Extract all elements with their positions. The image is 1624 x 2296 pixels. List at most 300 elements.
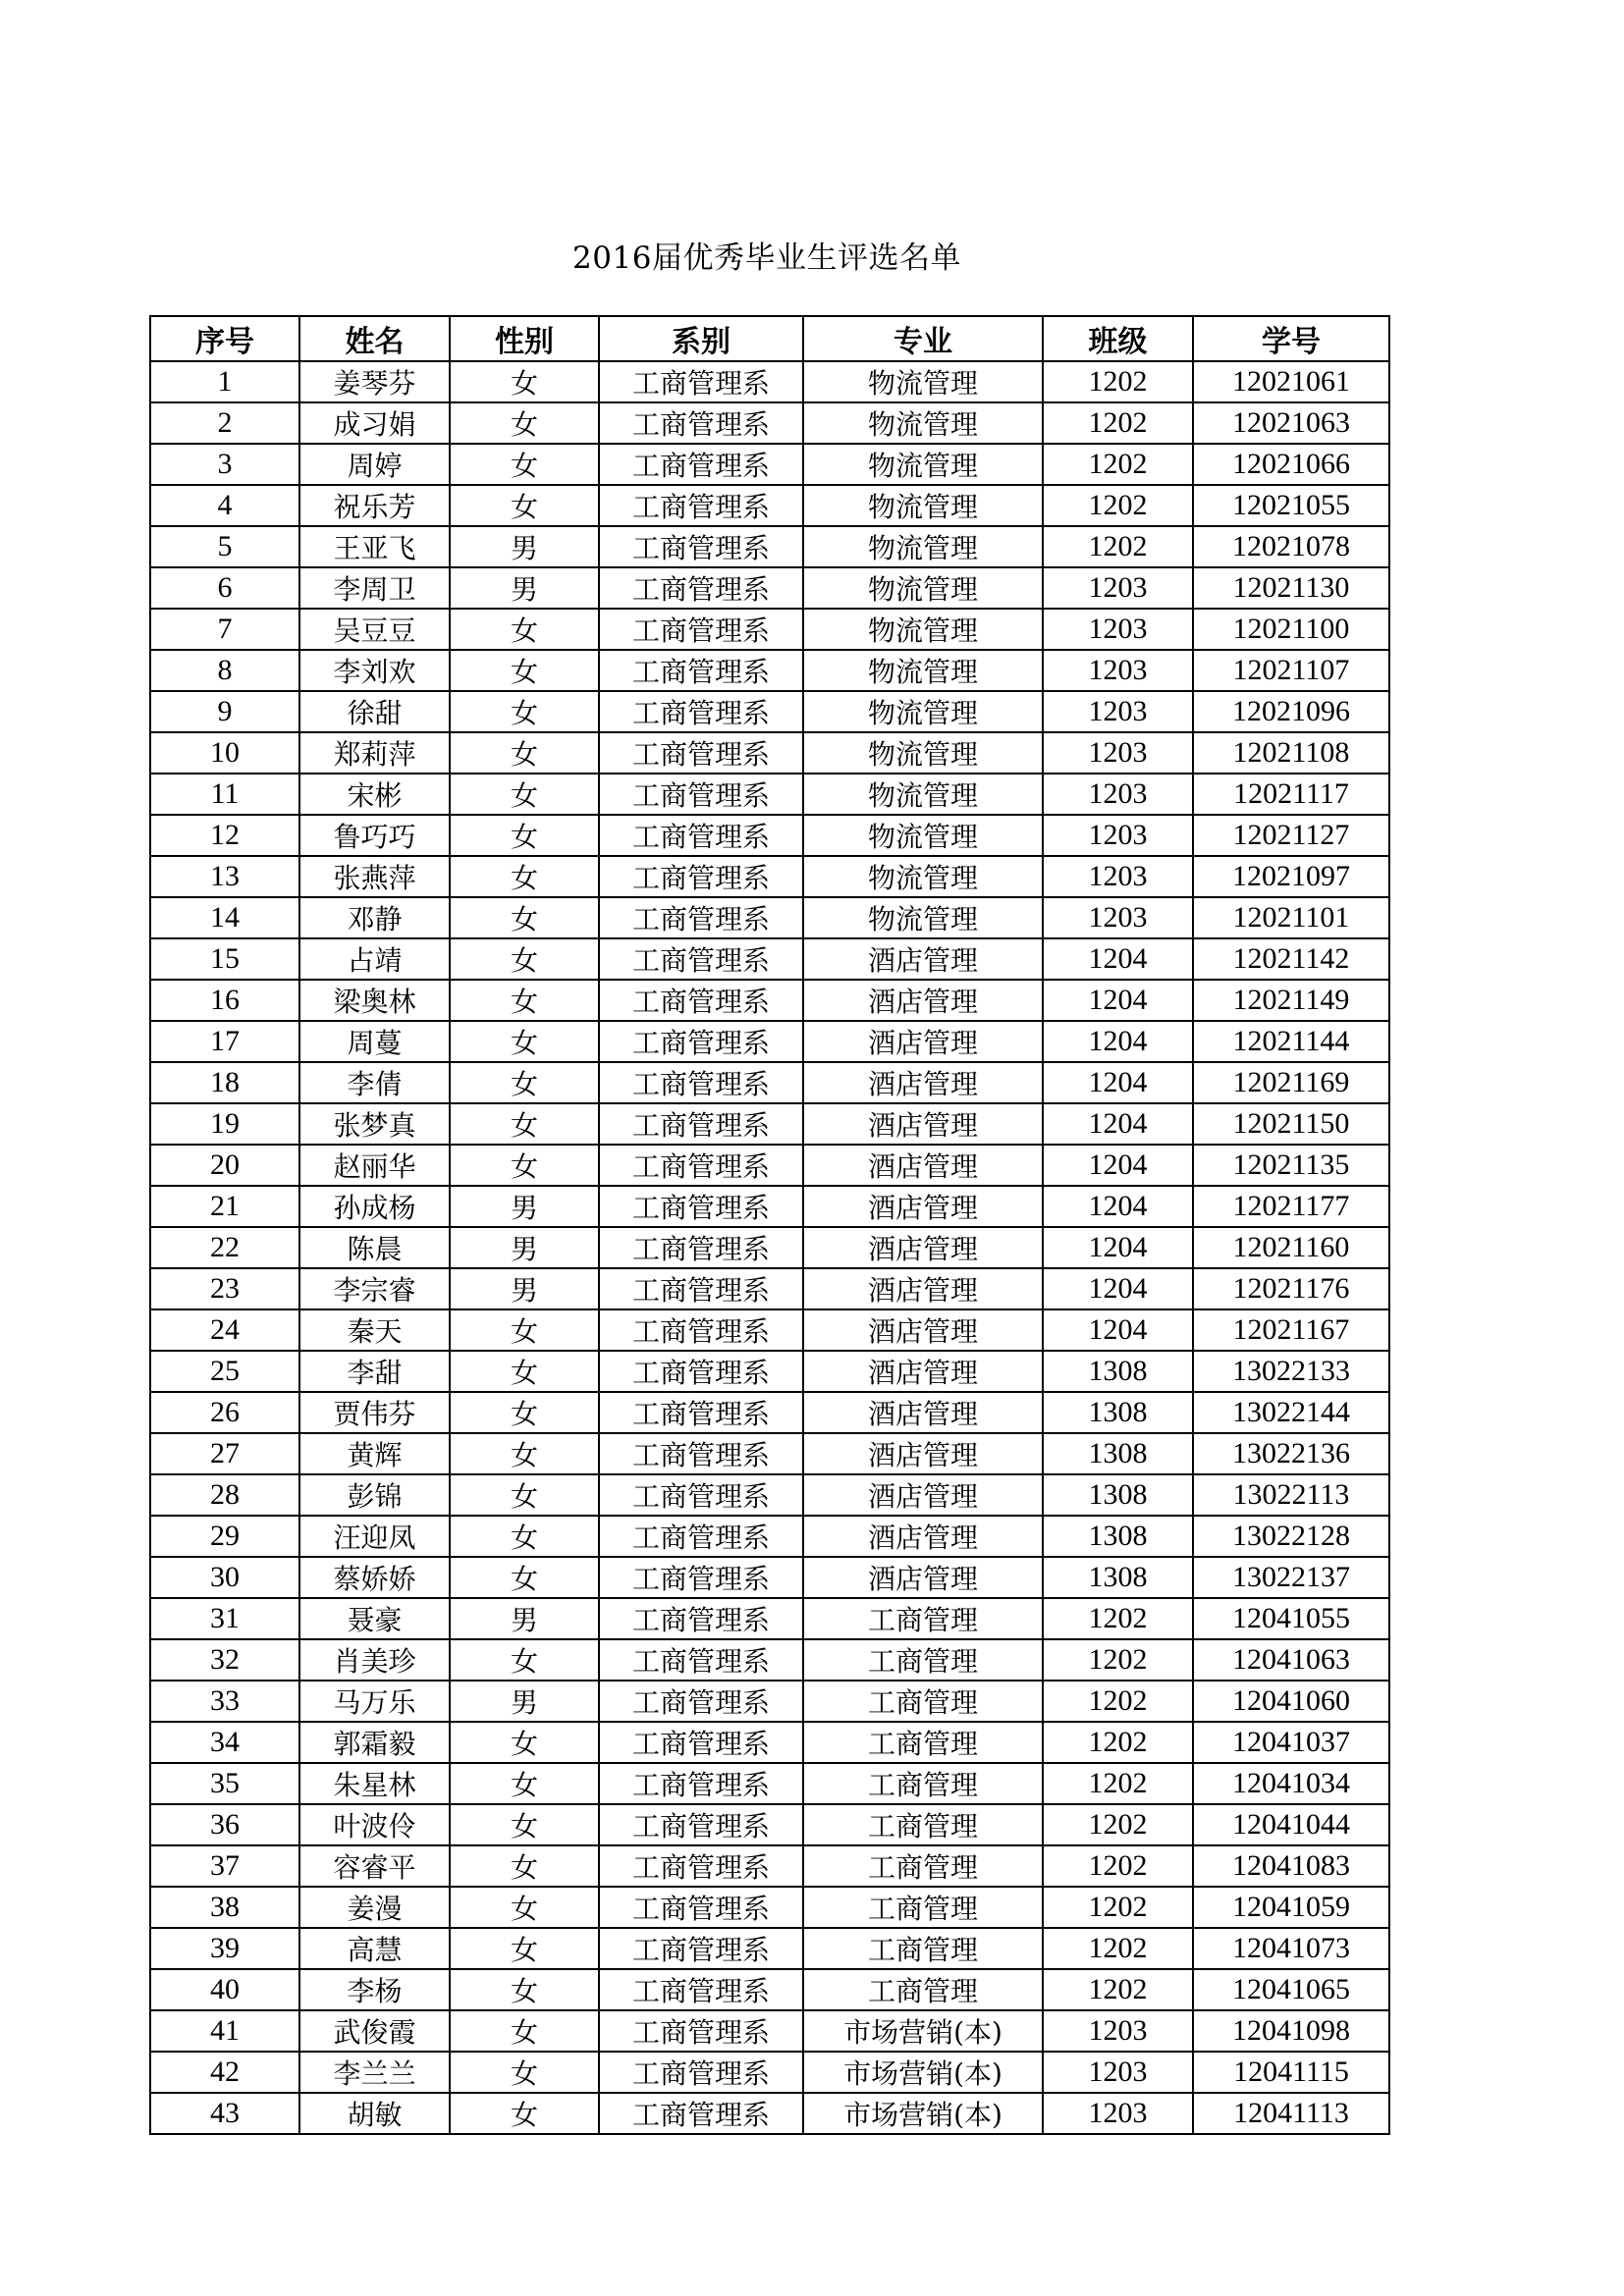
cell-class: 1308: [1043, 1557, 1193, 1598]
table-row: [150, 1227, 1389, 1268]
cell-index: 39: [150, 1928, 299, 1969]
cell-index: 43: [150, 2093, 299, 2134]
header-name: 姓名: [299, 316, 450, 361]
cell-class: 1202: [1043, 485, 1193, 526]
cell-index: 33: [150, 1681, 299, 1722]
table-row: [150, 650, 1389, 691]
cell-class: 1202: [1043, 444, 1193, 485]
table-row: [150, 774, 1389, 815]
cell-index: 1: [150, 361, 299, 402]
cell-name: 占靖: [299, 938, 450, 980]
cell-department: 工商管理系: [599, 1392, 803, 1433]
cell-student-id: 12021149: [1193, 980, 1389, 1021]
cell-name: 梁奥林: [299, 980, 450, 1021]
cell-major: 物流管理: [803, 526, 1043, 567]
cell-student-id: 12021169: [1193, 1062, 1389, 1103]
cell-student-id: 12021160: [1193, 1227, 1389, 1268]
cell-name: 王亚飞: [299, 526, 450, 567]
cell-index: 37: [150, 1845, 299, 1887]
cell-name: 黄辉: [299, 1433, 450, 1474]
cell-major: 工商管理: [803, 1763, 1043, 1804]
header-gender: 性别: [450, 316, 599, 361]
cell-gender: 女: [450, 1804, 599, 1845]
cell-index: 35: [150, 1763, 299, 1804]
cell-student-id: 12021127: [1193, 815, 1389, 856]
cell-index: 16: [150, 980, 299, 1021]
cell-major: 物流管理: [803, 856, 1043, 897]
cell-major: 物流管理: [803, 815, 1043, 856]
table-row: [150, 1351, 1389, 1392]
cell-major: 酒店管理: [803, 1103, 1043, 1145]
cell-gender: 女: [450, 1062, 599, 1103]
cell-class: 1308: [1043, 1474, 1193, 1516]
cell-department: 工商管理系: [599, 815, 803, 856]
cell-student-id: 12021063: [1193, 402, 1389, 444]
cell-major: 酒店管理: [803, 980, 1043, 1021]
cell-student-id: 12021177: [1193, 1186, 1389, 1227]
cell-student-id: 12041060: [1193, 1681, 1389, 1722]
cell-class: 1308: [1043, 1516, 1193, 1557]
cell-gender: 女: [450, 1145, 599, 1186]
cell-student-id: 12021135: [1193, 1145, 1389, 1186]
cell-student-id: 13022137: [1193, 1557, 1389, 1598]
cell-gender: 女: [450, 609, 599, 650]
cell-index: 18: [150, 1062, 299, 1103]
cell-name: 聂豪: [299, 1598, 450, 1639]
cell-class: 1203: [1043, 691, 1193, 732]
cell-student-id: 12041034: [1193, 1763, 1389, 1804]
cell-class: 1204: [1043, 938, 1193, 980]
cell-name: 李甜: [299, 1351, 450, 1392]
cell-department: 工商管理系: [599, 1268, 803, 1309]
cell-name: 李宗睿: [299, 1268, 450, 1309]
table-row: [150, 2093, 1389, 2134]
cell-index: 14: [150, 897, 299, 938]
cell-name: 徐甜: [299, 691, 450, 732]
cell-department: 工商管理系: [599, 1103, 803, 1145]
table-row: [150, 1145, 1389, 1186]
cell-name: 张燕萍: [299, 856, 450, 897]
cell-major: 酒店管理: [803, 1062, 1043, 1103]
table-row: [150, 1516, 1389, 1557]
cell-class: 1202: [1043, 526, 1193, 567]
cell-major: 物流管理: [803, 361, 1043, 402]
cell-major: 物流管理: [803, 567, 1043, 609]
table-row: [150, 732, 1389, 774]
cell-gender: 女: [450, 1103, 599, 1145]
cell-department: 工商管理系: [599, 1351, 803, 1392]
cell-department: 工商管理系: [599, 897, 803, 938]
cell-class: 1202: [1043, 1763, 1193, 1804]
cell-gender: 女: [450, 2093, 599, 2134]
cell-major: 物流管理: [803, 609, 1043, 650]
cell-name: 高慧: [299, 1928, 450, 1969]
cell-gender: 男: [450, 567, 599, 609]
cell-index: 42: [150, 2052, 299, 2093]
cell-department: 工商管理系: [599, 1186, 803, 1227]
cell-name: 郑莉萍: [299, 732, 450, 774]
cell-gender: 女: [450, 1763, 599, 1804]
cell-index: 20: [150, 1145, 299, 1186]
cell-class: 1202: [1043, 1845, 1193, 1887]
cell-class: 1202: [1043, 361, 1193, 402]
cell-department: 工商管理系: [599, 938, 803, 980]
cell-department: 工商管理系: [599, 444, 803, 485]
cell-gender: 女: [450, 1887, 599, 1928]
cell-major: 工商管理: [803, 1928, 1043, 1969]
cell-major: 工商管理: [803, 1639, 1043, 1681]
table-body: [150, 361, 1389, 2134]
cell-index: 3: [150, 444, 299, 485]
cell-index: 38: [150, 1887, 299, 1928]
cell-gender: 女: [450, 774, 599, 815]
cell-department: 工商管理系: [599, 1681, 803, 1722]
cell-gender: 女: [450, 856, 599, 897]
cell-department: 工商管理系: [599, 609, 803, 650]
cell-name: 蔡娇娇: [299, 1557, 450, 1598]
cell-student-id: 12021078: [1193, 526, 1389, 567]
cell-name: 周蔓: [299, 1021, 450, 1062]
cell-class: 1204: [1043, 980, 1193, 1021]
cell-gender: 女: [450, 361, 599, 402]
header-department: 系别: [599, 316, 803, 361]
header-major: 专业: [803, 316, 1043, 361]
cell-student-id: 12041098: [1193, 2010, 1389, 2052]
table-row: [150, 567, 1389, 609]
table-row: [150, 1763, 1389, 1804]
cell-department: 工商管理系: [599, 774, 803, 815]
table-row: [150, 1969, 1389, 2010]
cell-major: 市场营销(本): [803, 2093, 1043, 2134]
table-row: [150, 485, 1389, 526]
cell-class: 1203: [1043, 2093, 1193, 2134]
cell-name: 孙成杨: [299, 1186, 450, 1227]
table-row: [150, 1557, 1389, 1598]
cell-gender: 女: [450, 2010, 599, 2052]
cell-index: 11: [150, 774, 299, 815]
cell-major: 物流管理: [803, 485, 1043, 526]
cell-major: 酒店管理: [803, 1268, 1043, 1309]
cell-gender: 女: [450, 1639, 599, 1681]
cell-department: 工商管理系: [599, 1928, 803, 1969]
cell-index: 36: [150, 1804, 299, 1845]
cell-index: 28: [150, 1474, 299, 1516]
cell-name: 陈晨: [299, 1227, 450, 1268]
cell-student-id: 12021117: [1193, 774, 1389, 815]
cell-student-id: 13022113: [1193, 1474, 1389, 1516]
cell-class: 1204: [1043, 1227, 1193, 1268]
cell-department: 工商管理系: [599, 1639, 803, 1681]
cell-major: 物流管理: [803, 732, 1043, 774]
cell-class: 1203: [1043, 650, 1193, 691]
cell-class: 1203: [1043, 774, 1193, 815]
cell-student-id: 13022128: [1193, 1516, 1389, 1557]
cell-major: 酒店管理: [803, 1557, 1043, 1598]
cell-class: 1202: [1043, 1639, 1193, 1681]
cell-department: 工商管理系: [599, 1598, 803, 1639]
cell-index: 26: [150, 1392, 299, 1433]
cell-student-id: 12041065: [1193, 1969, 1389, 2010]
cell-gender: 女: [450, 1474, 599, 1516]
cell-index: 41: [150, 2010, 299, 2052]
cell-name: 武俊霞: [299, 2010, 450, 2052]
cell-department: 工商管理系: [599, 1722, 803, 1763]
table-row: [150, 938, 1389, 980]
cell-student-id: 12041083: [1193, 1845, 1389, 1887]
cell-class: 1202: [1043, 402, 1193, 444]
cell-gender: 女: [450, 980, 599, 1021]
table-row: [150, 361, 1389, 402]
cell-department: 工商管理系: [599, 1887, 803, 1928]
cell-major: 工商管理: [803, 1598, 1043, 1639]
cell-department: 工商管理系: [599, 2052, 803, 2093]
cell-index: 12: [150, 815, 299, 856]
cell-gender: 女: [450, 897, 599, 938]
cell-name: 赵丽华: [299, 1145, 450, 1186]
cell-gender: 女: [450, 1722, 599, 1763]
cell-name: 周婷: [299, 444, 450, 485]
cell-department: 工商管理系: [599, 485, 803, 526]
cell-gender: 男: [450, 1227, 599, 1268]
cell-student-id: 13022144: [1193, 1392, 1389, 1433]
cell-index: 40: [150, 1969, 299, 2010]
cell-class: 1203: [1043, 856, 1193, 897]
cell-name: 秦天: [299, 1309, 450, 1351]
table-row: [150, 815, 1389, 856]
table-row: [150, 897, 1389, 938]
cell-gender: 女: [450, 1309, 599, 1351]
cell-name: 李刘欢: [299, 650, 450, 691]
cell-major: 工商管理: [803, 1722, 1043, 1763]
cell-department: 工商管理系: [599, 2010, 803, 2052]
cell-gender: 女: [450, 691, 599, 732]
cell-index: 22: [150, 1227, 299, 1268]
cell-class: 1308: [1043, 1392, 1193, 1433]
cell-student-id: 12021097: [1193, 856, 1389, 897]
cell-name: 李倩: [299, 1062, 450, 1103]
cell-student-id: 12021130: [1193, 567, 1389, 609]
cell-index: 5: [150, 526, 299, 567]
cell-gender: 男: [450, 1268, 599, 1309]
cell-student-id: 12041044: [1193, 1804, 1389, 1845]
table-row: [150, 1103, 1389, 1145]
cell-name: 宋彬: [299, 774, 450, 815]
cell-student-id: 12021107: [1193, 650, 1389, 691]
cell-class: 1203: [1043, 609, 1193, 650]
cell-major: 物流管理: [803, 774, 1043, 815]
cell-index: 15: [150, 938, 299, 980]
cell-student-id: 12021101: [1193, 897, 1389, 938]
cell-name: 容睿平: [299, 1845, 450, 1887]
cell-gender: 女: [450, 485, 599, 526]
cell-department: 工商管理系: [599, 1474, 803, 1516]
cell-name: 成习娟: [299, 402, 450, 444]
table-row: [150, 856, 1389, 897]
cell-class: 1204: [1043, 1021, 1193, 1062]
cell-class: 1204: [1043, 1145, 1193, 1186]
cell-major: 物流管理: [803, 402, 1043, 444]
cell-gender: 女: [450, 1557, 599, 1598]
cell-class: 1204: [1043, 1103, 1193, 1145]
cell-major: 工商管理: [803, 1969, 1043, 2010]
cell-name: 李杨: [299, 1969, 450, 2010]
cell-student-id: 12041115: [1193, 2052, 1389, 2093]
cell-name: 邓静: [299, 897, 450, 938]
cell-major: 酒店管理: [803, 1227, 1043, 1268]
cell-student-id: 12021150: [1193, 1103, 1389, 1145]
table-row: [150, 1639, 1389, 1681]
table-row: [150, 1062, 1389, 1103]
cell-class: 1204: [1043, 1062, 1193, 1103]
table-row: [150, 1845, 1389, 1887]
cell-class: 1202: [1043, 1681, 1193, 1722]
cell-major: 酒店管理: [803, 938, 1043, 980]
cell-class: 1308: [1043, 1351, 1193, 1392]
table-row: [150, 980, 1389, 1021]
student-list-table: [149, 315, 1390, 2135]
cell-index: 24: [150, 1309, 299, 1351]
cell-major: 酒店管理: [803, 1433, 1043, 1474]
cell-major: 酒店管理: [803, 1392, 1043, 1433]
cell-index: 21: [150, 1186, 299, 1227]
cell-department: 工商管理系: [599, 1021, 803, 1062]
cell-department: 工商管理系: [599, 1804, 803, 1845]
cell-name: 朱星林: [299, 1763, 450, 1804]
cell-index: 17: [150, 1021, 299, 1062]
cell-name: 汪迎凤: [299, 1516, 450, 1557]
cell-index: 23: [150, 1268, 299, 1309]
cell-name: 贾伟芬: [299, 1392, 450, 1433]
table-row: [150, 1021, 1389, 1062]
cell-major: 市场营销(本): [803, 2052, 1043, 2093]
cell-department: 工商管理系: [599, 2093, 803, 2134]
cell-index: 27: [150, 1433, 299, 1474]
cell-department: 工商管理系: [599, 650, 803, 691]
cell-student-id: 12021061: [1193, 361, 1389, 402]
cell-gender: 女: [450, 1433, 599, 1474]
cell-department: 工商管理系: [599, 1763, 803, 1804]
cell-department: 工商管理系: [599, 980, 803, 1021]
cell-name: 姜漫: [299, 1887, 450, 1928]
table-row: [150, 1474, 1389, 1516]
table-row: [150, 402, 1389, 444]
cell-major: 物流管理: [803, 650, 1043, 691]
cell-student-id: 13022133: [1193, 1351, 1389, 1392]
table-row: [150, 1804, 1389, 1845]
cell-name: 吴豆豆: [299, 609, 450, 650]
cell-student-id: 12021066: [1193, 444, 1389, 485]
cell-student-id: 13022136: [1193, 1433, 1389, 1474]
cell-gender: 女: [450, 1928, 599, 1969]
cell-class: 1202: [1043, 1598, 1193, 1639]
cell-index: 8: [150, 650, 299, 691]
cell-major: 酒店管理: [803, 1516, 1043, 1557]
cell-major: 工商管理: [803, 1681, 1043, 1722]
cell-major: 物流管理: [803, 444, 1043, 485]
cell-name: 鲁巧巧: [299, 815, 450, 856]
cell-gender: 女: [450, 650, 599, 691]
cell-class: 1202: [1043, 1804, 1193, 1845]
cell-major: 酒店管理: [803, 1186, 1043, 1227]
cell-gender: 女: [450, 402, 599, 444]
cell-index: 13: [150, 856, 299, 897]
table-header-row: [150, 316, 1389, 361]
cell-name: 李周卫: [299, 567, 450, 609]
cell-gender: 女: [450, 815, 599, 856]
cell-name: 祝乐芳: [299, 485, 450, 526]
cell-major: 酒店管理: [803, 1474, 1043, 1516]
cell-name: 马万乐: [299, 1681, 450, 1722]
cell-index: 29: [150, 1516, 299, 1557]
cell-class: 1204: [1043, 1268, 1193, 1309]
cell-class: 1203: [1043, 815, 1193, 856]
cell-gender: 女: [450, 1021, 599, 1062]
header-index: 序号: [150, 316, 299, 361]
cell-class: 1203: [1043, 897, 1193, 938]
cell-class: 1203: [1043, 567, 1193, 609]
cell-major: 物流管理: [803, 691, 1043, 732]
cell-department: 工商管理系: [599, 1227, 803, 1268]
cell-index: 31: [150, 1598, 299, 1639]
cell-department: 工商管理系: [599, 1516, 803, 1557]
cell-gender: 男: [450, 1186, 599, 1227]
cell-student-id: 12041073: [1193, 1928, 1389, 1969]
table-row: [150, 691, 1389, 732]
cell-student-id: 12021108: [1193, 732, 1389, 774]
cell-name: 张梦真: [299, 1103, 450, 1145]
cell-student-id: 12041059: [1193, 1887, 1389, 1928]
cell-department: 工商管理系: [599, 1062, 803, 1103]
cell-class: 1308: [1043, 1433, 1193, 1474]
cell-gender: 女: [450, 1969, 599, 2010]
cell-gender: 男: [450, 526, 599, 567]
cell-class: 1202: [1043, 1969, 1193, 2010]
table-row: [150, 1722, 1389, 1763]
cell-student-id: 12021167: [1193, 1309, 1389, 1351]
table-row: [150, 2010, 1389, 2052]
cell-class: 1202: [1043, 1887, 1193, 1928]
cell-gender: 女: [450, 444, 599, 485]
cell-index: 7: [150, 609, 299, 650]
cell-student-id: 12041037: [1193, 1722, 1389, 1763]
cell-department: 工商管理系: [599, 1845, 803, 1887]
cell-department: 工商管理系: [599, 1145, 803, 1186]
cell-name: 李兰兰: [299, 2052, 450, 2093]
cell-department: 工商管理系: [599, 361, 803, 402]
cell-gender: 男: [450, 1681, 599, 1722]
cell-class: 1203: [1043, 2052, 1193, 2093]
header-class: 班级: [1043, 316, 1193, 361]
header-student-id: 学号: [1193, 316, 1389, 361]
cell-gender: 女: [450, 732, 599, 774]
table-row: [150, 526, 1389, 567]
cell-name: 胡敏: [299, 2093, 450, 2134]
cell-department: 工商管理系: [599, 691, 803, 732]
cell-department: 工商管理系: [599, 1309, 803, 1351]
cell-index: 32: [150, 1639, 299, 1681]
cell-major: 工商管理: [803, 1845, 1043, 1887]
cell-index: 10: [150, 732, 299, 774]
table-row: [150, 1681, 1389, 1722]
cell-student-id: 12041063: [1193, 1639, 1389, 1681]
cell-gender: 女: [450, 1516, 599, 1557]
cell-name: 肖美珍: [299, 1639, 450, 1681]
cell-class: 1203: [1043, 732, 1193, 774]
cell-index: 30: [150, 1557, 299, 1598]
cell-major: 酒店管理: [803, 1145, 1043, 1186]
cell-student-id: 12021100: [1193, 609, 1389, 650]
cell-student-id: 12021176: [1193, 1268, 1389, 1309]
